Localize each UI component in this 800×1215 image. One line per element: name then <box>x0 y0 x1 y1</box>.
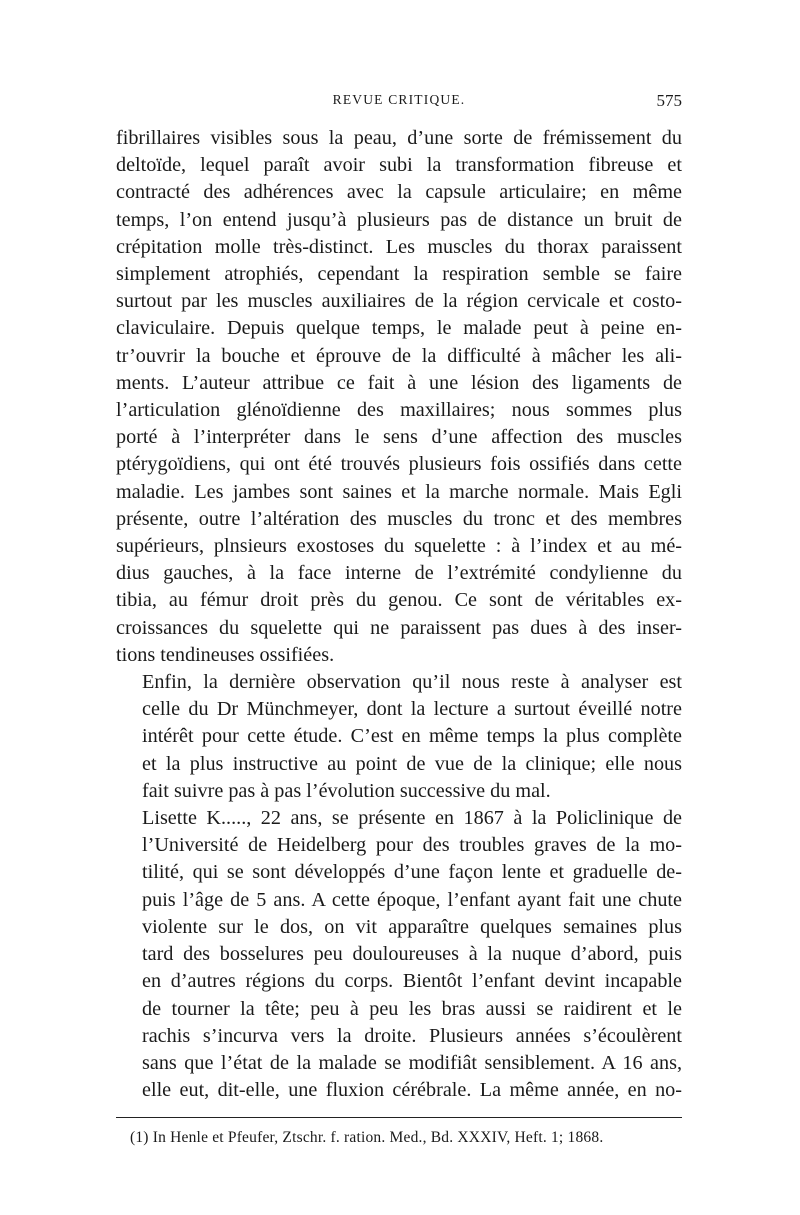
text-line: supérieurs, plnsieurs exostoses du squelette : à l’index et au mé- <box>116 535 682 558</box>
footnote: (1) In Henle et Pfeufer, Ztschr. f. ration. Med., Bd. XXXIV, Heft. 1; 1868. <box>130 1129 604 1146</box>
text-line: croissances du squelette qui ne paraissent pas dues à des inser- <box>116 616 682 639</box>
page-header <box>116 92 682 118</box>
text-line: tibia, au fémur droit près du genou. Ce sont de véritables ex- <box>116 589 682 612</box>
text-line: intérêt pour cette étude. C’est en même temps la plus complète <box>142 725 682 748</box>
text-line: simplement atrophiés, cependant la respiration semble se faire <box>116 263 682 286</box>
text-line: fait suivre pas à pas l’évolution successive du mal. <box>142 779 551 802</box>
text-line: crépitation molle très-distinct. Les muscles du thorax paraissent <box>116 235 682 258</box>
text-line: Enfin, la dernière observation qu’il nous reste à analyser est <box>142 671 682 694</box>
text-line: puis l’âge de 5 ans. A cette époque, l’enfant ayant fait une chute <box>142 888 682 911</box>
text-line: de tourner la tête; peu à peu les bras aussi se raidirent et le <box>142 997 682 1020</box>
text-line: maladie. Les jambes sont saines et la marche normale. Mais Egli <box>116 480 682 503</box>
text-line: Lisette K....., 22 ans, se présente en 1867 à la Policlinique de <box>142 807 682 830</box>
text-line: celle du Dr Münchmeyer, dont la lecture a surtout éveillé notre <box>142 698 682 721</box>
text-line: violente sur le dos, on vit apparaître quelques semaines plus <box>142 915 682 938</box>
text-line: sans que l’état de la malade se modifiât sensiblement. A 16 ans, <box>142 1051 682 1074</box>
text-line: l’articulation glénoïdienne des maxillaires; nous sommes plus <box>116 399 682 422</box>
text-line: dius gauches, à la face interne de l’extrémité condylienne du <box>116 562 682 585</box>
text-line: contracté des adhérences avec la capsule articulaire; en même <box>116 181 682 204</box>
page-number: 575 <box>656 91 682 110</box>
text-line: l’Université de Heidelberg pour des troubles graves de la mo- <box>142 834 682 857</box>
text-line: temps, l’on entend jusqu’à plusieurs pas de distance un bruit de <box>116 208 682 231</box>
text-line: elle eut, dit-elle, une fluxion cérébrale. La même année, en no- <box>142 1079 682 1102</box>
paragraph-1 <box>116 125 682 669</box>
body-text <box>116 125 682 1104</box>
text-line: tilité, qui se sont développés d’une façon lente et graduelle de- <box>142 861 682 884</box>
text-line: tions tendineuses ossifiées. <box>116 643 335 666</box>
text-line: porté à l’interpréter dans le sens d’une affection des muscles <box>116 426 682 449</box>
text-line: rachis s’incurva vers la droite. Plusieurs années s’écoulèrent <box>142 1024 682 1047</box>
running-head: REVUE CRITIQUE. <box>332 92 466 107</box>
text-line: en d’autres régions du corps. Bientôt l’enfant devint incapable <box>142 970 682 993</box>
text-line: tard des bosselures peu douloureuses à la nuque d’abord, puis <box>142 943 682 966</box>
text-line: surtout par les muscles auxiliaires de la région cervicale et costo- <box>116 290 682 313</box>
paragraph-2 <box>116 669 682 805</box>
text-line: claviculaire. Depuis quelque temps, le malade peut à peine en- <box>116 317 682 340</box>
text-line: tr’ouvrir la bouche et éprouve de la difficulté à mâcher les ali- <box>116 344 682 367</box>
text-line: ptérygoïdiens, qui ont été trouvés plusieurs fois ossifiés dans cette <box>116 453 682 476</box>
text-line: fibrillaires visibles sous la peau, d’une sorte de frémissement du <box>116 127 682 149</box>
footnote-rule <box>116 1117 682 1118</box>
text-line: présente, outre l’altération des muscles du tronc et des membres <box>116 507 682 530</box>
text-line: et la plus instructive au point de vue de la clinique; elle nous <box>142 752 682 775</box>
text-line: ments. L’auteur attribue ce fait à une lésion des ligaments de <box>116 371 682 394</box>
paragraph-3 <box>116 805 682 1104</box>
text-line: deltoïde, lequel paraît avoir subi la transformation fibreuse et <box>116 154 682 177</box>
